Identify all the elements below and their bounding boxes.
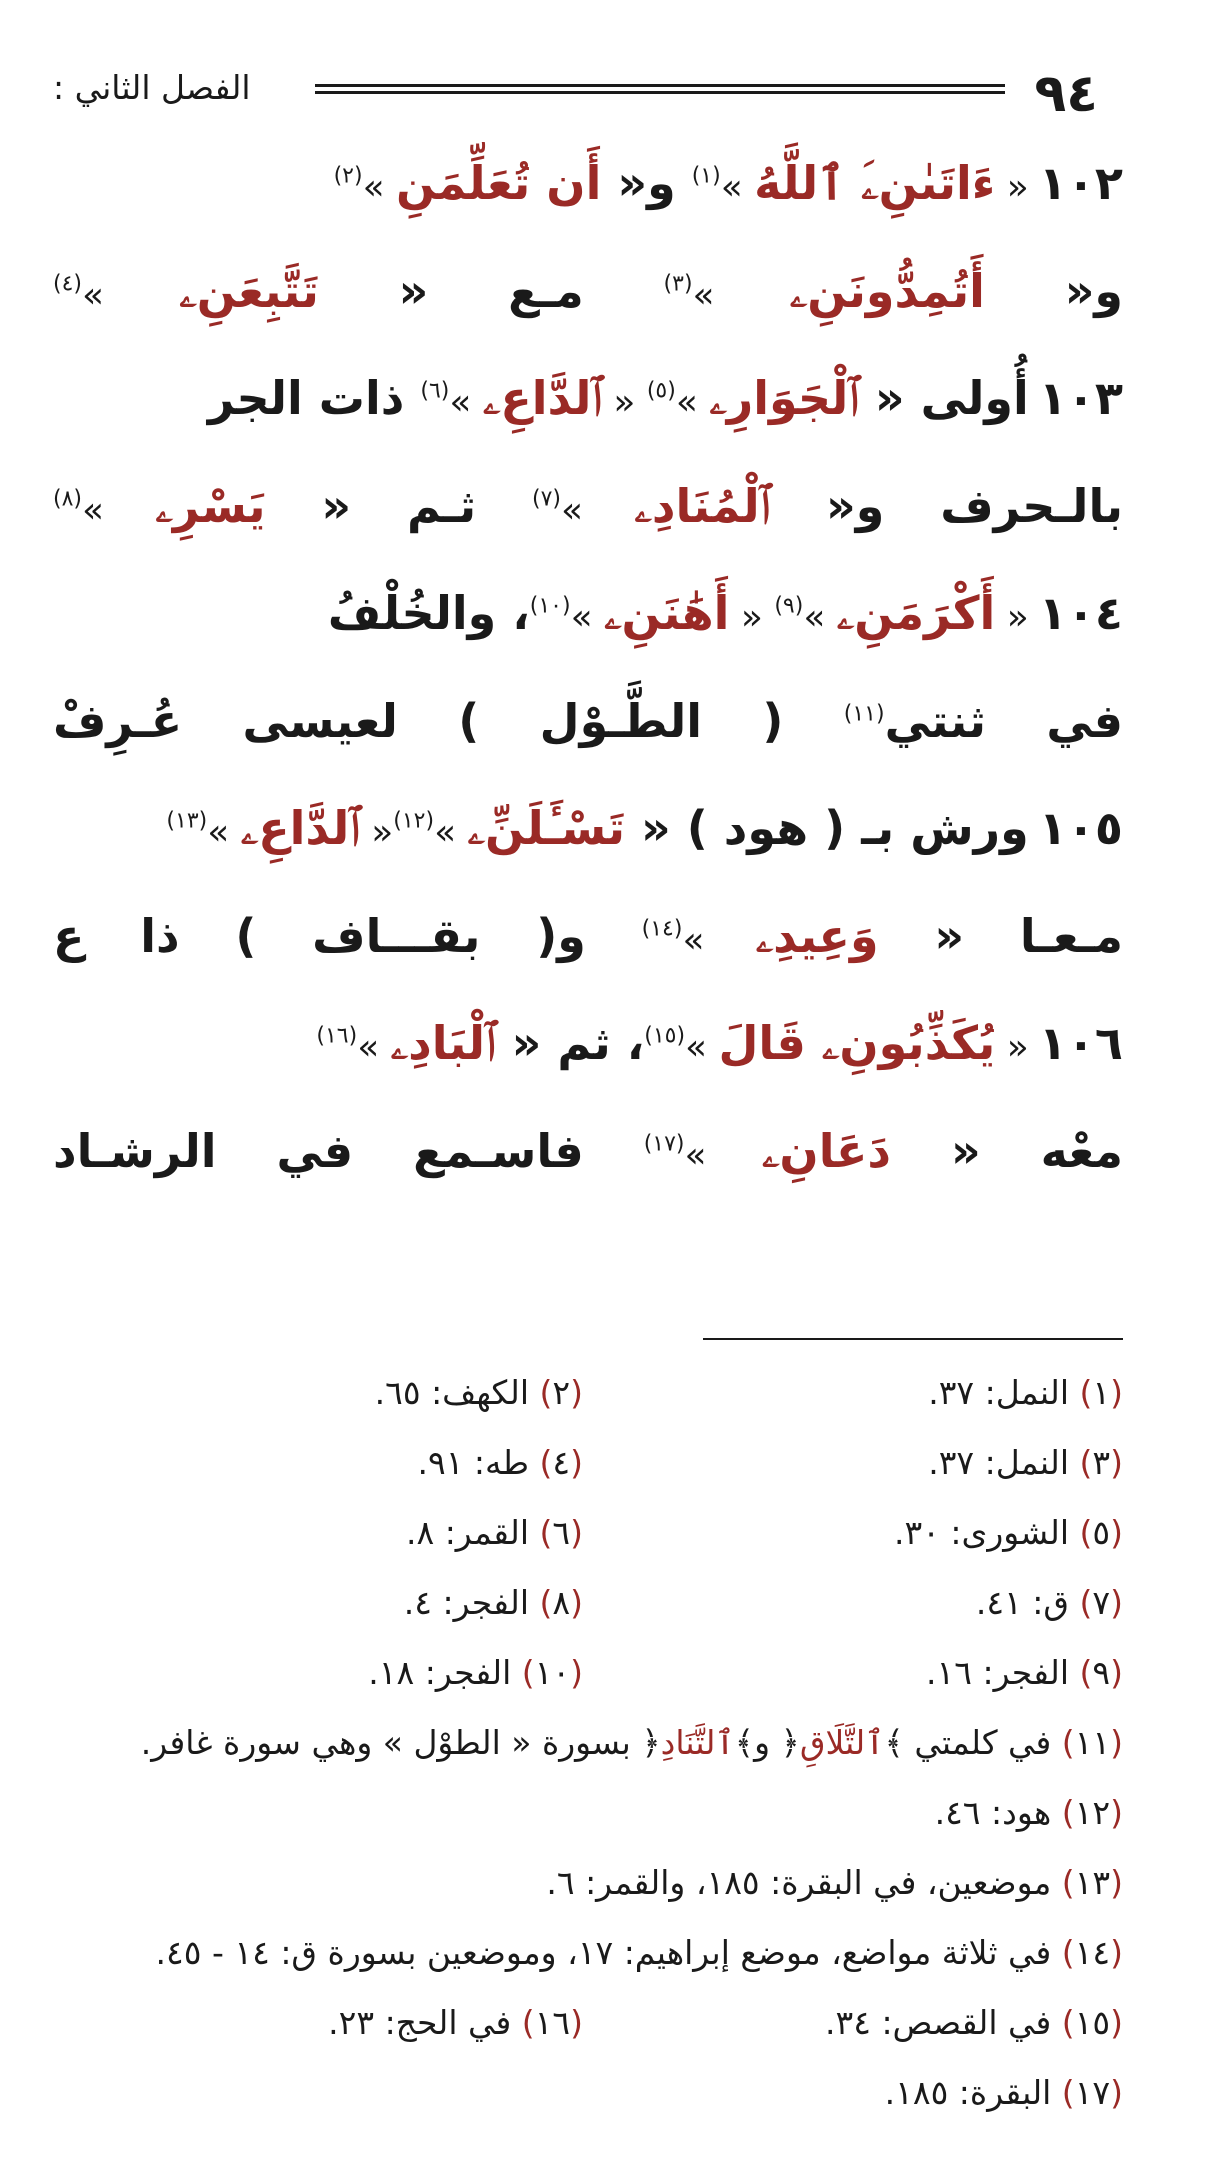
footnote-15: (١٥) في القصص: ٣٤. (825, 2003, 1123, 2042)
footnote-row (53, 1708, 1123, 1778)
footnote-6: (٦) القمر: ٨. (405, 1513, 583, 1552)
verse-line-second: في ثنتي$^{(١١)}$ ( الطَّـوْل ) لعيسى عُـرِفْ (53, 694, 1123, 748)
quran-word: ءَاتَىٰنِۦَ ٱللَّهُ (754, 156, 996, 210)
poem-verses (53, 138, 1123, 1213)
quran-word: أَتُمِدُّونَنِۦ (789, 264, 985, 318)
verse-line-second: مـعـا « وَعِيدِۦ »$^{(١٤)}$ و( بقـــاف ) ذا ع (53, 909, 1124, 963)
quran-word: دَعَانِۦ (761, 1124, 891, 1178)
verse-line-first: ١٠٦« يُكَذِّبُونِۦ قَالَ »$^{(١٥)}$، ثم « ٱلْبَادِۦ »$^{(١٦)}$ (316, 1016, 1123, 1070)
chapter-title: الفصل الثاني : (53, 68, 251, 107)
verse-number: ١٠٢ (1038, 156, 1123, 210)
footnote-row (53, 1848, 1123, 1918)
quran-word: وَعِيدِۦ (755, 909, 879, 963)
footnote-10: (١٠) الفجر: ١٨. (368, 1653, 583, 1692)
quran-word: يُكَذِّبُونِۦ قَالَ (718, 1016, 996, 1070)
footnote-ref: (٥) (646, 378, 676, 404)
verse-line-second: معْه « دَعَانِۦ »$^{(١٧)}$ فاسـمع في الرشـاد (53, 1124, 1124, 1178)
verse-line-first: ١٠٤« أَكْرَمَنِۦ »$^{(٩)}$ « أَهَٰنَنِۦ »$^{(١٠)}$، والخُلْفُ (327, 586, 1123, 640)
verse-105 (53, 783, 1123, 998)
verse-104 (53, 568, 1123, 783)
footnote-5: (٥) الشورى: ٣٠. (893, 1513, 1123, 1552)
quran-word: أَكْرَمَنِۦ (836, 586, 996, 640)
footnote-row (53, 1568, 1123, 1638)
quran-word: يَسْرِۦ (155, 479, 266, 533)
footnote-row (53, 1778, 1123, 1848)
verse-103 (53, 353, 1123, 568)
verse-line-first: ١٠٢« ءَاتَىٰنِۦَ ٱللَّهُ »$^{(١)}$ و« أَن تُعَلِّمَنِ »$^{(٢)}$ (333, 156, 1123, 210)
footnote-11: (١١) في كلمتي ﴾ٱلتَّلَاقِ﴿ و﴾ٱلتَّنَادِ﴿ بسورة « الطوْل » وهي سورة غافر. (140, 1723, 1123, 1762)
footnote-row (53, 1498, 1123, 1568)
footnote-ref: (٣) (663, 271, 693, 297)
verse-line-second: بالـحرف و« ٱلْمُنَادِۦ »$^{(٧)}$ ثـم « يَسْرِۦ »$^{(٨)}$ (53, 479, 1123, 533)
footnote-16: (١٦) في الحج: ٢٣. (328, 2003, 583, 2042)
footnote-ref: (٤) (53, 271, 83, 297)
footnote-9: (٩) الفجر: ١٦. (926, 1653, 1123, 1692)
footnote-8: (٨) الفجر: ٤. (403, 1583, 583, 1622)
footnote-ref: (١٥) (644, 1023, 686, 1049)
verse-number: ١٠٤ (1038, 586, 1123, 640)
footnote-ref: (١٦) (316, 1023, 358, 1049)
verse-line-first: ١٠٥ورش بـ ( هود ) « تَسْـَٔلَنِّۦ »$^{(١٢)}$« ٱلدَّاعِۦ »$^{(١٣)}$ (166, 801, 1123, 855)
footnote-row (53, 1428, 1123, 1498)
verse-number: ١٠٥ (1038, 801, 1123, 855)
quran-word: تَسْـَٔلَنِّۦ (467, 801, 626, 855)
footnote-row (53, 1638, 1123, 1708)
footnote-ref: (١١) (843, 701, 885, 727)
footnote-ref: (١٣) (166, 808, 208, 834)
footnote-12: (١٢) هود: ٤٦. (934, 1793, 1123, 1832)
page-number: ٩٤ (1034, 64, 1098, 124)
footnote-row (53, 1358, 1123, 1428)
quran-word: أَهَٰنَنِۦ (604, 586, 730, 640)
page-header (53, 62, 1123, 132)
verse-line-second: و« أَتُمِدُّونَنِۦ »$^{(٣)}$ مـع « تَتَّبِعَنِۦ »$^{(٤)}$ (53, 264, 1124, 318)
quran-word: ٱلْبَادِۦ (390, 1016, 496, 1070)
footnote-1: (١) النمل: ٣٧. (928, 1373, 1123, 1412)
footnote-ref: (٨) (53, 486, 83, 512)
footnote-row (53, 1918, 1123, 1988)
footnote-ref: (٧) (532, 486, 562, 512)
footnote-ref: (٢) (333, 163, 363, 189)
footnote-17: (١٧) البقرة: ١٨٥. (884, 2073, 1123, 2112)
verse-102 (53, 138, 1123, 353)
verse-number: ١٠٦ (1038, 1016, 1123, 1070)
footnote-13: (١٣) موضعين، في البقرة: ١٨٥، والقمر: ٦. (546, 1863, 1123, 1902)
footnote-14: (١٤) في ثلاثة مواضع، موضع إبراهيم: ١٧، وموضعين بسورة ق: ١٤ - ٤٥. (155, 1933, 1123, 1972)
footnote-ref: (١٧) (643, 1131, 685, 1157)
quran-word: أَن تُعَلِّمَنِ (396, 156, 602, 210)
quran-word: تَتَّبِعَنِۦ (179, 264, 319, 318)
footnote-ref: (٩) (774, 593, 804, 619)
footnote-7: (٧) ق: ٤١. (975, 1583, 1123, 1622)
footnote-3: (٣) النمل: ٣٧. (928, 1443, 1123, 1482)
quran-word: ٱلدَّاعِۦ (482, 371, 602, 425)
footnote-ref: (١٢) (393, 808, 435, 834)
header-double-rule (315, 84, 1005, 94)
footnote-row (53, 1988, 1123, 2058)
verse-line-first: ١٠٣أُولى « ٱلْجَوَارِۦ »$^{(٥)}$ « ٱلدَّاعِۦ »$^{(٦)}$ ذات الجر (207, 371, 1123, 425)
verse-number: ١٠٣ (1038, 371, 1123, 425)
footnote-row (53, 2058, 1123, 2128)
footnote-ref: (١) (691, 163, 721, 189)
footnote-ref: (١٠) (529, 593, 571, 619)
footnote-4: (٤) طه: ٩١. (417, 1443, 583, 1482)
footnote-ref: (١٤) (641, 916, 683, 942)
quran-word: ٱلْجَوَارِۦ (709, 371, 859, 425)
quran-word: ٱلْمُنَادِۦ (634, 479, 771, 533)
footnote-separator (703, 1338, 1123, 1340)
quran-word: ٱلدَّاعِۦ (240, 801, 360, 855)
footnote-2: (٢) الكهف: ٦٥. (374, 1373, 583, 1412)
footnotes (53, 1358, 1123, 2128)
footnote-ref: (٦) (420, 378, 450, 404)
verse-106 (53, 998, 1123, 1213)
